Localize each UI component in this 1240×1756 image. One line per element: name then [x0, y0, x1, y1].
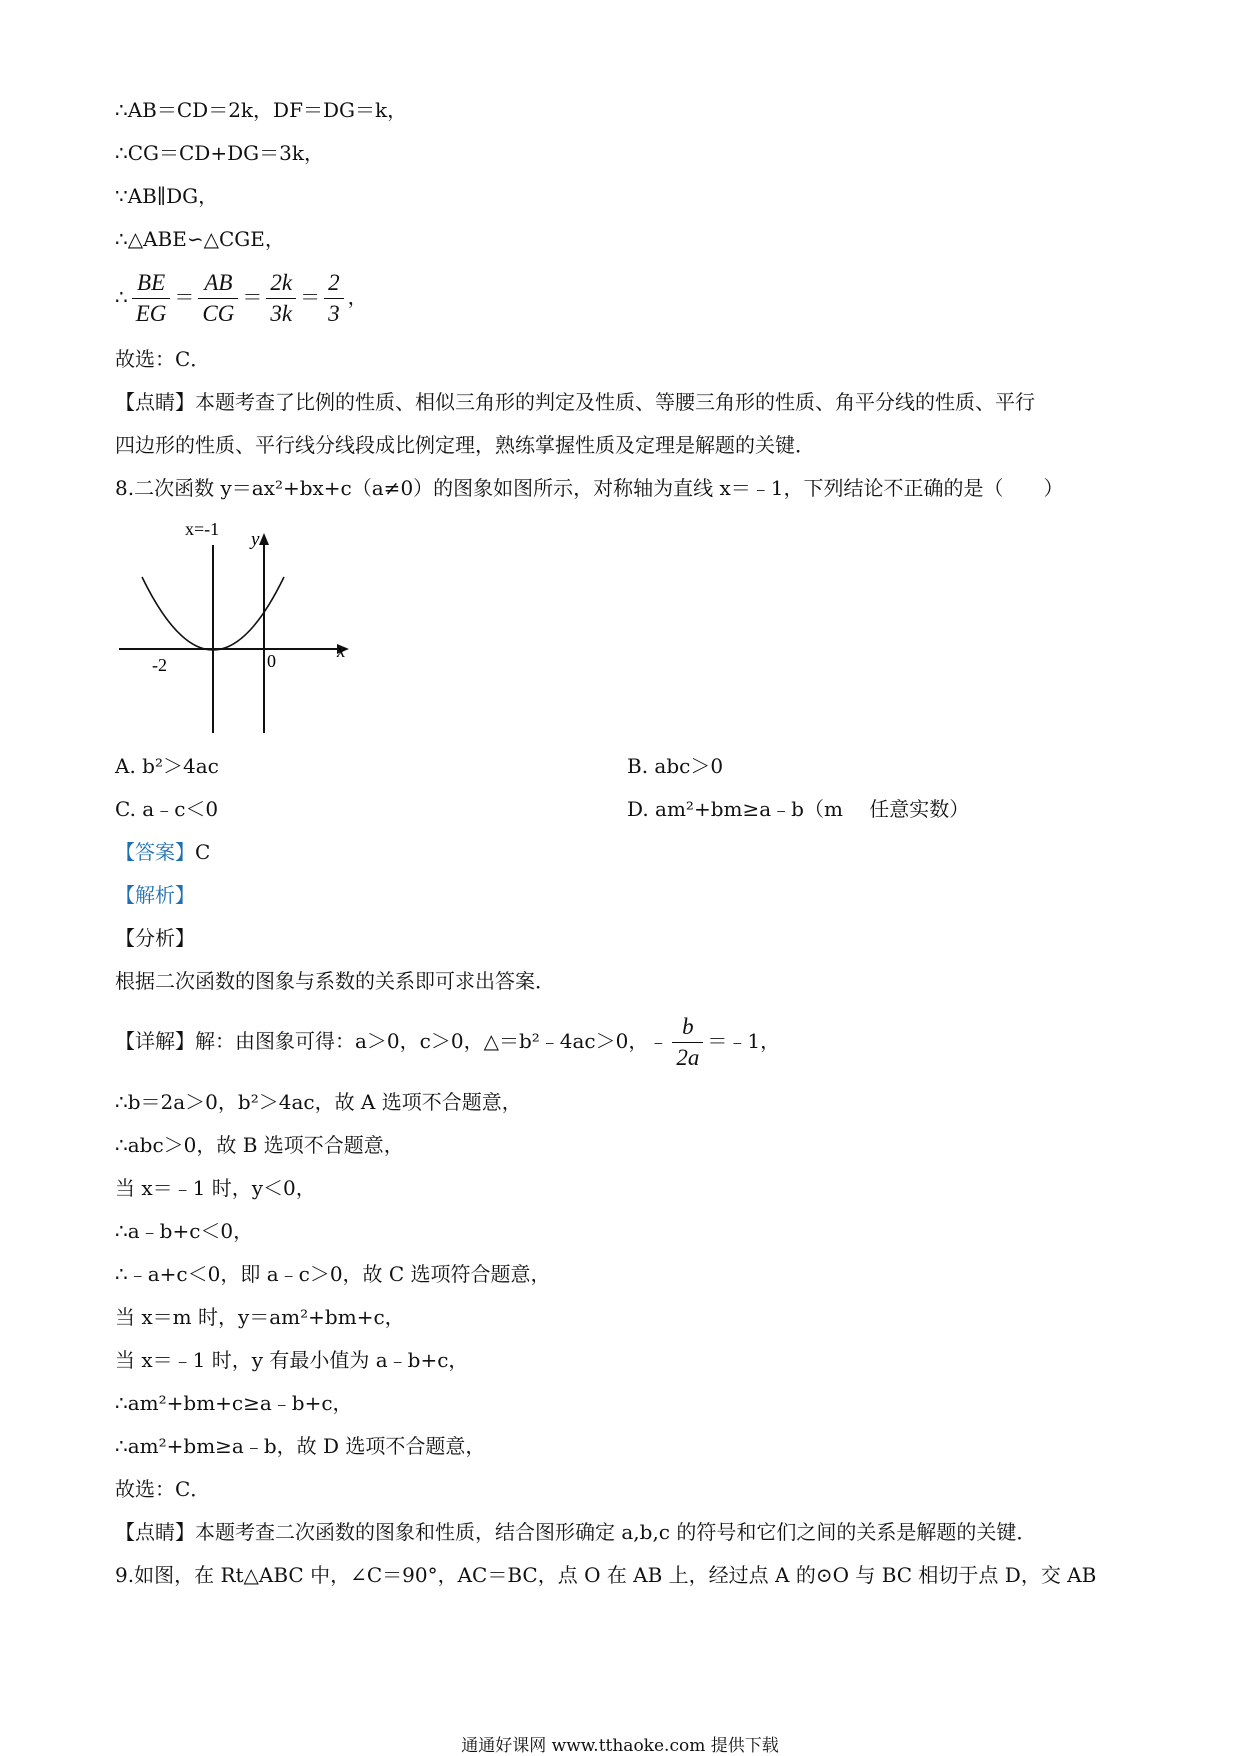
solution-step-4: ∴a﹣b+c＜0，: [115, 1219, 254, 1243]
therefore-symbol: ∴: [115, 285, 128, 309]
solution-step-6: 当 x＝m 时，y＝am²+bm+c，: [115, 1305, 405, 1329]
fraction-2-3: [324, 268, 344, 329]
fraction-denominator: 3: [328, 301, 340, 326]
answer-value: C: [195, 840, 211, 864]
origin-label: 0: [267, 651, 276, 671]
fenxi-tag: 【分析】: [115, 926, 195, 950]
fraction-2k-3k: [266, 268, 296, 329]
option-c: C. a﹣c＜0: [115, 797, 219, 821]
proof-fraction-line: [115, 265, 368, 329]
dianjing-line-2: 四边形的性质、平行线分线段成比例定理，熟练掌握性质及定理是解题的关键．: [115, 433, 815, 457]
option-a: A. b²＞4ac: [115, 754, 219, 778]
fraction-numerator: 2: [324, 268, 344, 299]
dianjing-line-1: 【点睛】本题考查了比例的性质、相似三角形的判定及性质、等腰三角形的性质、角平分线的性质、平行: [115, 390, 1035, 414]
option-d: D. am²+bm≥a﹣b（m 任意实数）: [627, 797, 970, 821]
answer-line: [115, 840, 210, 864]
fraction-denominator: EG: [135, 301, 167, 326]
fraction-denominator: 3k: [270, 301, 293, 326]
equals-sign: ＝: [300, 285, 321, 309]
solution-step-1: ∴b＝2a＞0，b²＞4ac，故 A 选项不合题意，: [115, 1090, 522, 1114]
y-axis-label: y: [251, 529, 260, 550]
fraction-numerator: b: [672, 1012, 703, 1043]
solution-step-3: 当 x＝﹣1 时，y＜0，: [115, 1176, 316, 1200]
equals-sign: ＝: [242, 285, 263, 309]
solution-step-2: ∴abc＞0，故 B 选项不合题意，: [115, 1133, 404, 1157]
y-axis-arrow-icon: [259, 533, 269, 545]
fraction-be-eg: [132, 268, 171, 329]
answer-tag: 【答案】: [115, 840, 195, 864]
fraction-numerator: BE: [132, 268, 171, 299]
fraction-b-2a: [672, 1012, 703, 1073]
solution-step-7: 当 x＝﹣1 时，y 有最小值为 a﹣b+c，: [115, 1348, 469, 1372]
detail-line: [115, 1005, 780, 1077]
question-9-stem: 9.如图，在 Rt△ABC 中，∠C＝90°，AC＝BC，点 O 在 AB 上，经过点 A 的⊙O 与 BC 相切于点 D，交 AB: [115, 1563, 1097, 1587]
proof-line-3: ∵AB∥DG，: [115, 184, 219, 208]
proof-line-4: ∴△ABE∽△CGE，: [115, 227, 285, 251]
fraction-numerator: 2k: [266, 268, 296, 299]
fenxi-text: 根据二次函数的图象与系数的关系即可求出答案．: [115, 969, 555, 993]
fraction-denominator: 2a: [676, 1045, 700, 1070]
fraction-numerator: AB: [198, 268, 238, 299]
proof-line-2: ∴CG＝CD+DG＝3k，: [115, 141, 324, 165]
fraction-denominator: CG: [202, 301, 235, 326]
fraction-ab-cg: [198, 268, 238, 329]
solution-step-8: ∴am²+bm+c≥a﹣b+c，: [115, 1391, 353, 1415]
symmetry-axis-label: x=-1: [185, 519, 220, 539]
detail-prefix: 【详解】解：由图象可得：a＞0，c＞0，△＝b²﹣4ac＞0，﹣: [115, 1029, 669, 1053]
dianjing-line-3: 【点睛】本题考查二次函数的图象和性质，结合图形确定 a,b,c 的符号和它们之间的关系是解题的关键．: [115, 1520, 1037, 1544]
tick-label-neg2: -2: [152, 655, 167, 675]
solution-step-5: ∴﹣a+c＜0，即 a﹣c＞0，故 C 选项符合题意，: [115, 1262, 551, 1286]
analysis-tag: 【解析】: [115, 883, 195, 907]
option-b: B. abc＞0: [627, 754, 724, 778]
parabola-graph: [115, 515, 365, 735]
x-axis-label: x: [337, 641, 346, 662]
comma: ，: [347, 285, 368, 309]
choice-line: 故选：C．: [115, 347, 211, 371]
proof-line-1: ∴AB＝CD＝2k，DF＝DG＝k，: [115, 98, 408, 122]
detail-suffix: ＝﹣1，: [707, 1029, 781, 1053]
equals-sign: ＝: [174, 285, 195, 309]
footer-source: 通通好课网 www.tthaoke.com 提供下载: [461, 1736, 779, 1756]
question-8-stem: 8.二次函数 y＝ax²+bx+c（a≠0）的图象如图所示，对称轴为直线 x＝﹣1，下列结论不正确的是（ ）: [115, 476, 1064, 500]
solution-step-10: 故选：C．: [115, 1477, 211, 1501]
solution-step-9: ∴am²+bm≥a﹣b，故 D 选项不合题意，: [115, 1434, 486, 1458]
